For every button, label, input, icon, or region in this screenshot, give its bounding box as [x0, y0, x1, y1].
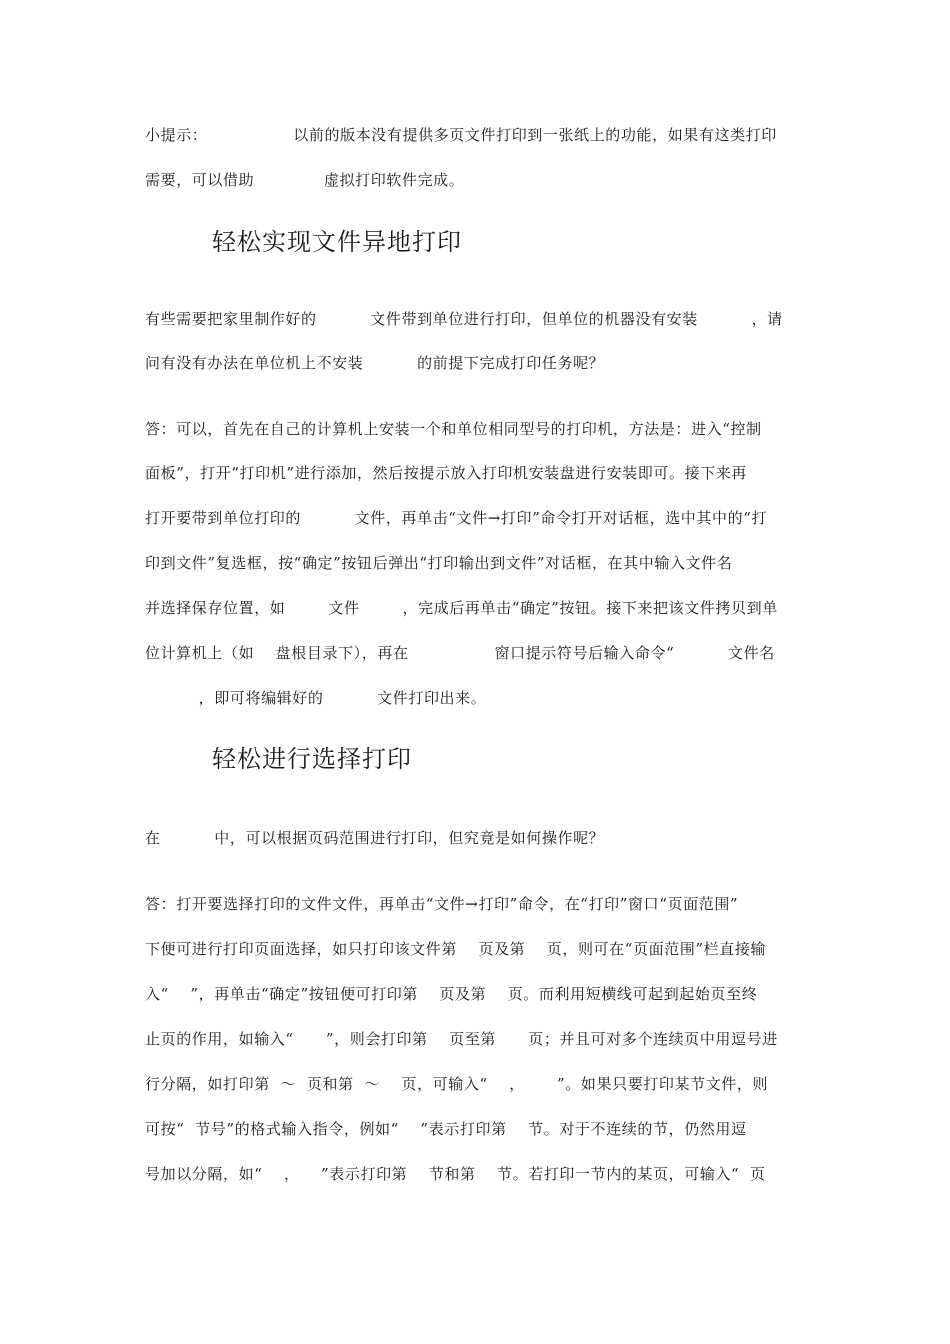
answer-line-6: 位计算机上（如 盘根目录下），再在 窗口提示符号后输入命令“ 文件名: [145, 644, 775, 662]
answer-line-1: 答：可以，首先在自己的计算机上安装一个和单位相同型号的打印机，方法是：进入“控制: [145, 420, 762, 438]
answer-line-5: 并选择保存位置，如 文件 ，完成后再单击“确定”按钮。接下来把该文件拷贝到单: [145, 599, 778, 617]
question-line-2: 问有没有办法在单位机上不安装 的前提下完成打印任务呢？: [145, 354, 605, 372]
answer2-line-2: 下便可进行打印页面选择，如只打印该文件第 页及第 页，则可在“页面范围”栏直接输: [145, 940, 767, 958]
answer2-line-6: 可按“ 节号”的格式输入指令，例如“ ”表示打印第 节。对于不连续的节，仍然用逗: [145, 1120, 747, 1138]
answer-line-7: ，即可将编辑好的 文件打印出来。: [145, 689, 487, 707]
answer2-line-3: 入“ ”，再单击“确定”按钮便可打印第 页及第 页。而利用短横线可起到起始页至终: [145, 985, 758, 1003]
answer-line-3: 打开要带到单位打印的 文件，再单击“文件→打印”命令打开对话框，选中其中的“打: [145, 509, 768, 527]
tip-line-1: 小提示： 以前的版本没有提供多页文件打印到一张纸上的功能，如果有这类打印: [145, 126, 777, 144]
answer-line-4: 印到文件”复选框，按“确定”按钮后弹出“打印输出到文件”对话框，在其中输入文件名: [145, 554, 733, 572]
section-heading-selective-print: 轻松进行选择打印: [212, 745, 412, 773]
question-line-1: 有些需要把家里制作好的 文件带到单位进行打印，但单位的机器没有安装 ，请: [145, 310, 783, 328]
answer-line-2: 面板”，打开“打印机”进行添加，然后按提示放入打印机安装盘进行安装即可。接下来再: [145, 464, 748, 482]
answer2-line-4: 止页的作用，如输入“ ”，则会打印第 页至第 页；并且可对多个连续页中用逗号进: [145, 1030, 778, 1048]
answer2-line-1: 答：打开要选择打印的文件文件，再单击“文件→打印”命令，在“打印”窗口“页面范围”: [145, 895, 739, 913]
tip-line-2: 需要，可以借助 虚拟打印软件完成。: [145, 171, 465, 189]
answer2-line-7: 号加以分隔，如“ ， ”表示打印第 节和第 节。若打印一节内的某页，可输入“ 页: [145, 1165, 766, 1183]
section-heading-remote-print: 轻松实现文件异地打印: [212, 228, 462, 256]
question2-line-1: 在 中，可以根据页码范围进行打印，但究竟是如何操作呢？: [145, 829, 605, 847]
answer2-line-5: 行分隔，如打印第 ～ 页和第 ～ 页，可输入“ ， ”。如果只要打印某节文件，则: [145, 1075, 769, 1093]
